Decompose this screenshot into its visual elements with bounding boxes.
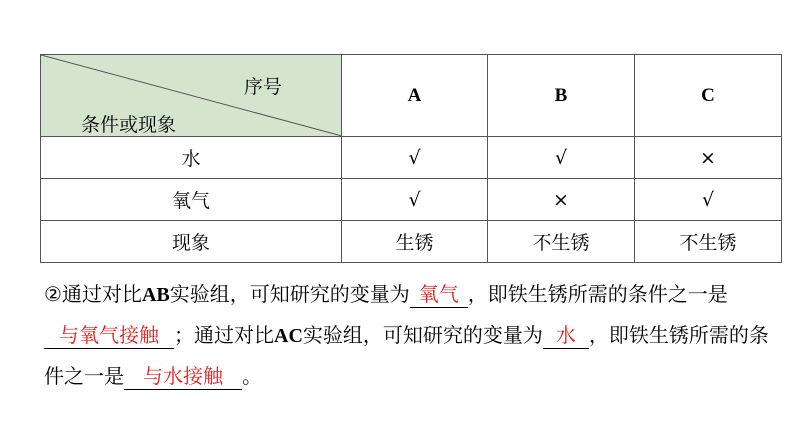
corner-label-condition: 条件或现象 — [81, 114, 177, 136]
header-row — [41, 55, 782, 137]
corner-label-index: 序号 — [244, 76, 283, 98]
group-label-ab: AB — [141, 284, 170, 306]
text-segment: 实验组，可知研究的变量为 — [169, 282, 410, 306]
table-row-water — [41, 137, 782, 179]
table-cell: √ — [635, 179, 782, 221]
table-cell: √ — [342, 137, 488, 179]
conclusion-paragraph — [44, 274, 784, 396]
table-cell: √ — [488, 137, 635, 179]
table-cell: 不生锈 — [488, 221, 635, 263]
experiment-table — [40, 54, 782, 263]
row-label: 现象 — [41, 221, 342, 263]
text-segment: 。 — [242, 364, 262, 388]
column-header-b: B — [488, 55, 635, 137]
table-cell: 生锈 — [342, 221, 488, 263]
table-cell: 不生锈 — [635, 221, 782, 263]
text-segment: 实验组，可知研究的变量为 — [302, 323, 543, 347]
corner-header-cell — [41, 55, 342, 137]
text-segment: ；通过对比 — [174, 323, 274, 347]
table-cell: √ — [342, 179, 488, 221]
row-label: 水 — [41, 137, 342, 179]
answer-blank-variable-2: 水 — [543, 322, 589, 349]
table-row-oxygen — [41, 179, 782, 221]
answer-blank-condition-1: 与氧气接触 — [44, 322, 174, 349]
table-cell: × — [488, 179, 635, 221]
table-cell: × — [635, 137, 782, 179]
column-header-a: A — [342, 55, 488, 137]
answer-blank-variable-1: 氧气 — [410, 281, 468, 308]
table-row-phenomenon — [41, 221, 782, 263]
text-segment: ，即铁生锈所需的条件之一是 — [467, 282, 728, 306]
column-header-c: C — [635, 55, 782, 137]
text-segment: ，即铁生锈所需的条件之一是 — [44, 323, 769, 388]
answer-blank-condition-2: 与水接触 — [124, 363, 242, 390]
group-label-ac: AC — [274, 325, 303, 347]
row-label: 氧气 — [41, 179, 342, 221]
text-segment: ②通过对比 — [44, 282, 142, 306]
